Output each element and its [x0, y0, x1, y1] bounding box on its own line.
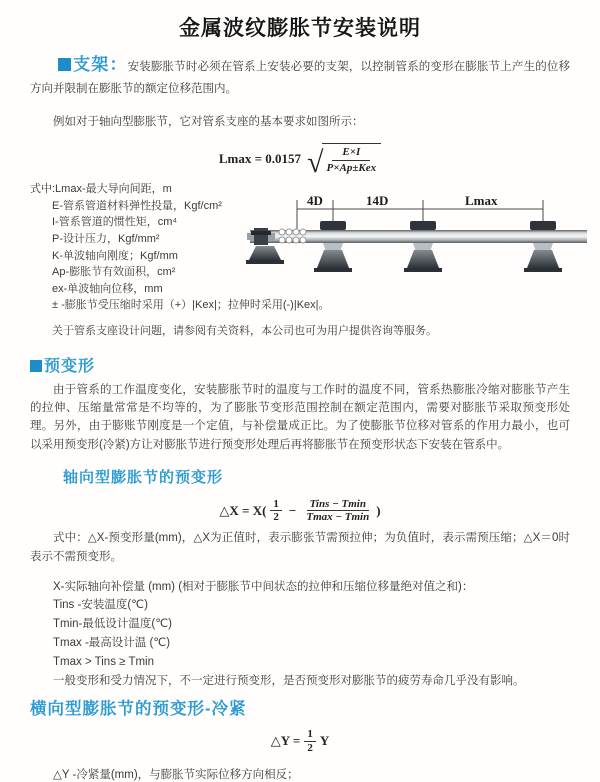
formula-lmax-denominator: P×Ap±Kex [326, 161, 377, 174]
definition-line: ± -膨胀节受压缩时采用（+）|Kex|；拉伸时采用(-)|Kex|。 [52, 299, 330, 312]
axial-definition-lines [30, 578, 570, 691]
axial-line: Tmax > Tins ≥ Tmin [53, 655, 154, 668]
lateral-subsection-heading: 横向型膨胀节的预变形-冷紧 [30, 700, 247, 719]
fraction-temperature [303, 498, 372, 524]
dim-label-4d: 4D [307, 193, 323, 208]
fraction-denominator: 2 [307, 741, 313, 754]
fraction-one-half [270, 498, 282, 524]
axial-line: X-实际轴向补偿量 (mm) (相对于膨胀节中间状态的拉伸和压缩位移量绝对值之和)： [53, 580, 474, 593]
axial-subsection-heading: 轴向型膨胀节的预变形 [63, 468, 224, 486]
axial-explain-paragraph: 式中：△X-预变形量(mm)，△X为正值时，表示膨张节需预拉伸；为负值时，表示需预压缩；△X＝0时表示不需预变形。 [30, 532, 570, 563]
radical-sign: √ [307, 145, 324, 179]
definition-line: P-设计压力，Kgf/mm² [52, 233, 160, 246]
definition-line: ex-单波轴向位移，mm [52, 282, 163, 295]
support-example-text: 例如对于轴向型膨胀节，它对管系支座的基本要求如图所示： [53, 115, 364, 128]
formula-axial-predeform [30, 498, 570, 524]
page-title: 金属波纹膨胀节安装说明 [179, 17, 421, 40]
support-section-heading: 支架： [73, 55, 128, 74]
formula-lateral-coldtight [30, 728, 570, 754]
predeform-section-heading [30, 353, 570, 376]
predeform-heading-label: 预变形 [44, 357, 96, 375]
predeform-paragraph: 由于管系的工作温度变化，安装膨胀节时的温度与工作时的温度不同，管系热膨胀冷缩对膨胀节产生的拉伸、压缩量常常是不均等的，为了膨胀节变形范围控制在额定范围内，需要对膨胀节采取预变形处理。另外，由于膨账节刚度是一个定值，与补偿量成正比。为了使膨胀节位移对管系的作用力最小，也可以采用预变形(冷紧)方让对膨胀节进行预变形处理后再将膨胀节在预变形状态下安装在管系中。 [30, 383, 570, 451]
formula-lateral-rhs: Y [319, 733, 330, 749]
pipe-support [314, 221, 352, 272]
formula-lmax-lhs: Lmax = 0.0157 [218, 150, 302, 166]
support-body-text: 安装膨胀节时必须在管系上安装必要的支架，以控制管系的变形在膨胀节上产生的位移方向并限制在膨胀节的额定位移范围内。 [30, 61, 571, 95]
section-bullet-icon [30, 360, 42, 372]
axial-line: Tmin-最低设计温度(℃) [53, 618, 172, 631]
fraction-denominator: Tmax − Tmin [306, 511, 370, 524]
fraction-numerator: 1 [270, 498, 282, 512]
axial-line: Tins -安装温度(℃) [53, 599, 148, 612]
axial-line: Tmax -最高设计温 (℃) [53, 636, 171, 649]
axial-line: 一般变形和受力情况下，不一定进行预变形，是否预变形对膨胀节的疲劳寿命几乎没有影响。 [53, 674, 525, 687]
pipe-support-diagram [245, 192, 595, 292]
fraction-numerator: Tins − Tmin [307, 498, 369, 512]
definition-line: 式中:Lmax-最大导向间距，m [30, 183, 172, 196]
fraction-numerator: 1 [304, 728, 316, 742]
formula-lmax-numerator: E×I [332, 146, 370, 161]
support-paragraph [30, 54, 570, 100]
pipe-support [404, 221, 442, 272]
pipe-support [524, 221, 562, 272]
page-content [0, 54, 600, 782]
section-bullet-icon [58, 58, 71, 71]
dim-label-14d: 14D [366, 193, 389, 208]
minus-operator: − [288, 502, 297, 518]
support-consulting-note: 关于管系支座设计问题，请参阅有关资料，本公司也可为用户提供咨询等服务。 [52, 325, 437, 338]
sqrt-fraction [322, 143, 382, 174]
fraction-denominator: 2 [273, 511, 279, 524]
sqrt-radical [307, 143, 381, 179]
lateral-note-line: △Y -冷紧量(mm)，与膨胀节实际位移方向相反； [53, 768, 299, 781]
formula-lmax [30, 143, 570, 179]
definition-line: E-管系管道材料弹性投量，Kgf/cm² [52, 199, 222, 212]
pipe-support-diagram-svg [245, 192, 595, 292]
formula-lateral-lhs: △Y = [270, 733, 301, 749]
formula-axial-lhs: △X = X( [219, 502, 267, 518]
dim-label-lmax: Lmax [465, 193, 498, 208]
fraction-one-half [304, 728, 316, 754]
definition-line: I-管系管道的惯性矩，cm⁴ [52, 216, 178, 229]
formula-axial-rhs: ) [376, 502, 381, 518]
definition-line: Ap-膨胀节有效面积，cm² [52, 266, 176, 279]
definition-line: K-单波轴向刚度；Kgf/mm [52, 249, 178, 262]
